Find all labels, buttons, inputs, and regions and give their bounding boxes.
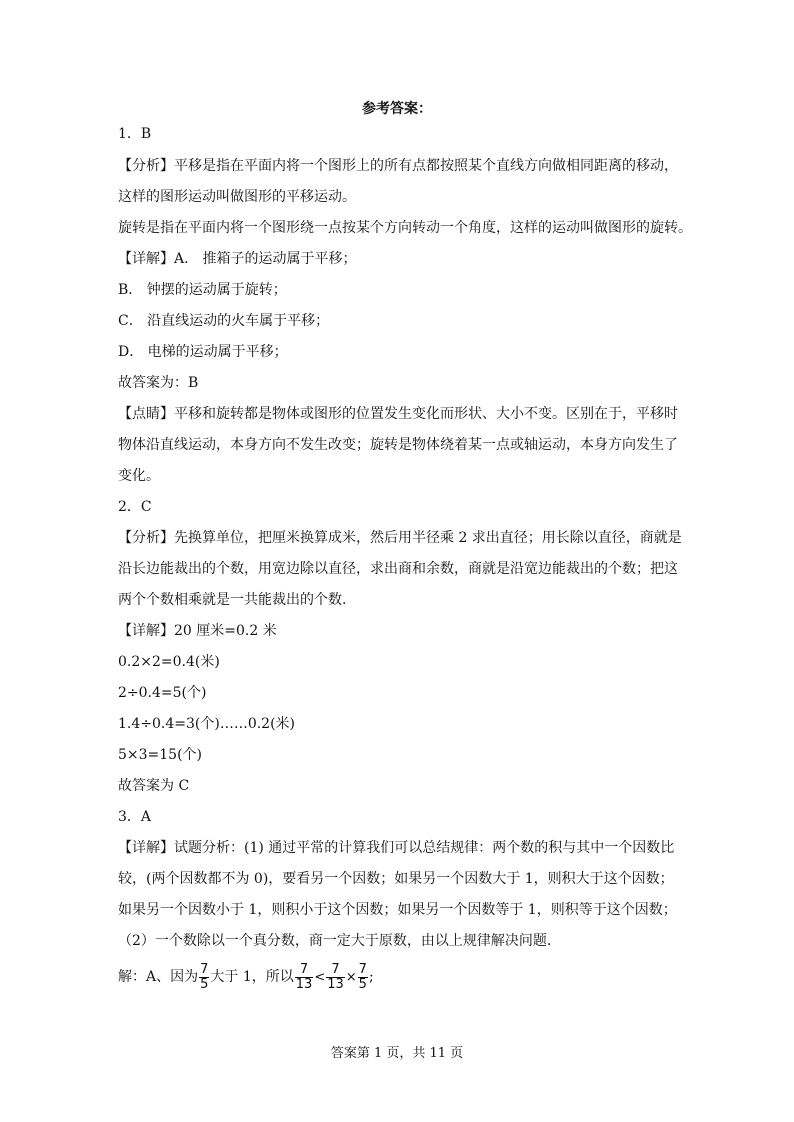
text-line: 5×3=15(个) — [118, 747, 203, 763]
text-line: 物体沿直线运动，本身方向不发生改变；旋转是物体绕着某一点或轴运动，本身方向发生了 — [118, 437, 678, 453]
text-line: 0.2×2=0.4(米) — [118, 654, 220, 670]
text-line: 【分析】先换算单位，把厘米换算成米，然后用半径乘 2 求出直径；用长除以直径，商就是 — [118, 530, 682, 546]
text-line: 这样的图形运动叫做图形的平移运动。 — [118, 189, 356, 205]
text-line: 【分析】平移是指在平面内将一个图形上的所有点都按照某个直线方向做相同距离的移动， — [118, 158, 678, 174]
text-line: 3．A — [118, 809, 152, 825]
text-line: 故答案为 C — [118, 778, 190, 794]
page-footer: 答案第 1 页，共 11 页 — [330, 1046, 464, 1061]
text-line: C． 沿直线运动的火车属于平移； — [118, 313, 330, 329]
less-than-sign: < — [314, 970, 326, 985]
text-line: 如果另一个因数小于 1，则积小于这个因数；如果另一个因数等于 1，则积等于这个因数； — [118, 902, 677, 918]
text-line: 两个个数相乘就是一共能裁出的个数. — [118, 592, 347, 608]
solution-mid: 大于 1，所以 — [210, 969, 294, 985]
text-line: 2．C — [118, 499, 152, 515]
text-line: 2÷0.4=5(个) — [118, 685, 207, 701]
text-line: 沿长边能裁出的个数，用宽边除以直径，求出商和余数，商就是沿宽边能裁出的个数；把这 — [118, 561, 678, 577]
fraction: $\frac{7}{5}$ — [358, 961, 367, 992]
text-line: 变化。 — [118, 468, 160, 484]
text-line: 【详解】A． 推箱子的运动属于平移； — [118, 251, 357, 267]
text-line: B． 钟摆的运动属于旋转； — [118, 282, 287, 298]
text-line: 【详解】试题分析：(1) 通过平常的计算我们可以总结规律：两个数的积与其中一个因数比 — [118, 840, 675, 856]
text-line: （2）一个数除以一个真分数，商一定大于原数，由以上规律解决问题. — [118, 933, 552, 949]
fraction: $\frac{7}{13}$ — [327, 961, 344, 992]
text-line: 1.4÷0.4=3(个)……0.2(米) — [118, 716, 296, 732]
page-title: 参考答案： — [362, 101, 432, 117]
text-line: 故答案为：B — [118, 375, 199, 391]
solution-line — [118, 960, 734, 995]
text-line: 1．B — [118, 126, 152, 142]
solution-prefix: 解：A、因为 — [118, 969, 199, 985]
text-line: 旋转是指在平面内将一个图形绕一点按某个方向转动一个角度，这样的运动叫做图形的旋转。 — [118, 220, 692, 236]
text-line: 【点睛】平移和旋转都是物体或图形的位置发生变化而形状、大小不变。区别在于，平移时 — [118, 406, 678, 422]
solution-suffix: ; — [368, 969, 374, 985]
fraction: $\frac{7}{5}$ — [200, 961, 209, 992]
times-sign: × — [345, 970, 357, 985]
fraction: $\frac{7}{13}$ — [295, 961, 313, 992]
text-line: 较，(两个因数都不为 0)，要看另一个因数；如果另一个因数大于 1，则积大于这个因数； — [118, 871, 674, 887]
text-line: D． 电梯的运动属于平移； — [118, 344, 288, 360]
text-line: 【详解】20 厘米=0.2 米 — [118, 623, 277, 639]
